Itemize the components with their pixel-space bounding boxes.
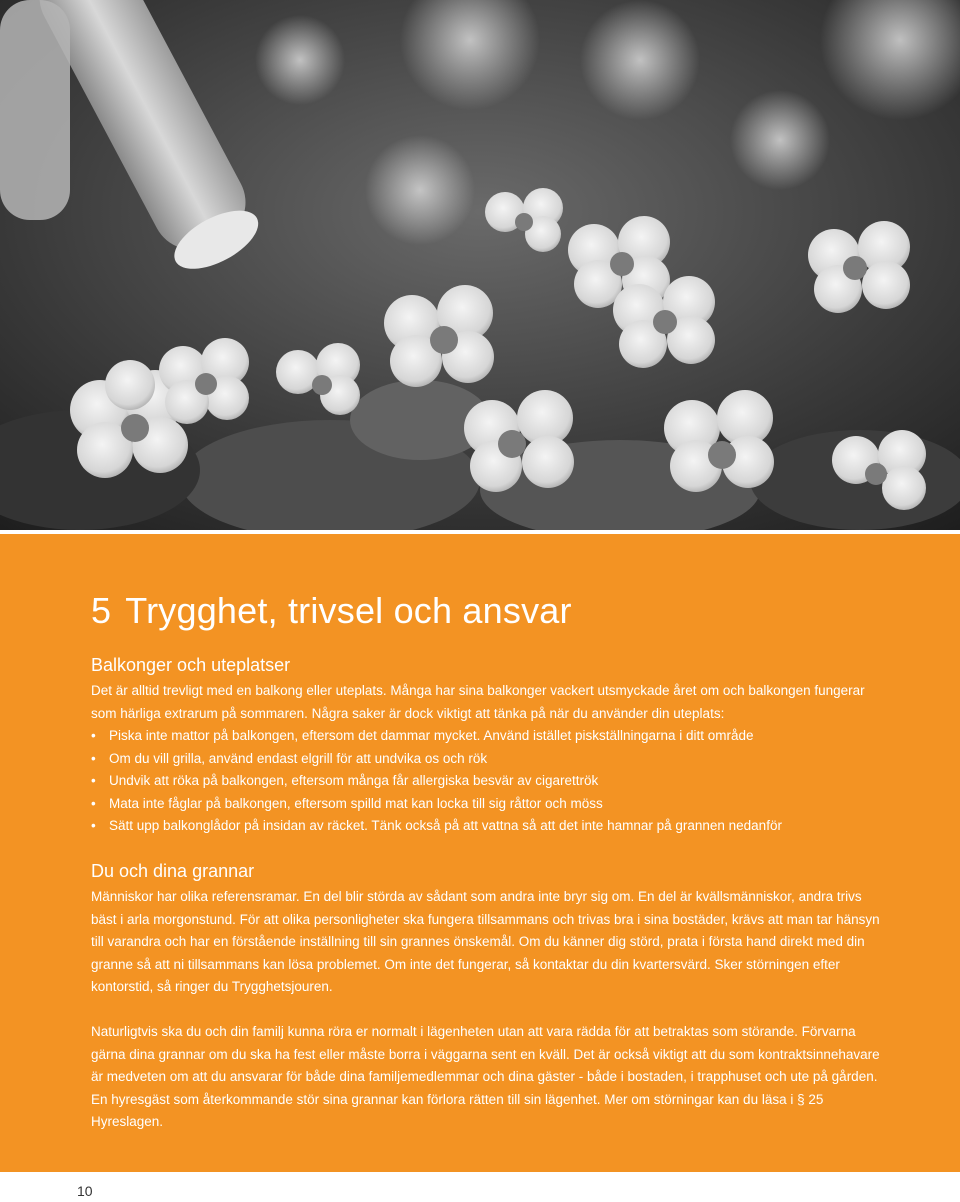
bullet-icon: • [91, 773, 96, 789]
flowers-illustration [0, 0, 960, 530]
chapter-title-text: Trygghet, trivsel och ansvar [125, 590, 572, 631]
bullet-icon: • [91, 728, 96, 743]
paragraph-grannar-1: Människor har olika referensramar. En del blir störda av sådant som andra inte bryr sig om. En del är kvällsmänniskor, andra trivs bäst i arla morgonstund. För att olika personligheter ska fungera tillsammans och trivas bra i sina bostäder, krävs att man tar hänsyn till varandra och har en förstående inställning till sin grannes önskemål. Om du känner dig störd, prata i första hand direkt med din granne så att ni tillsammans kan lösa problemet. Om inte det fungerar, så kontaktar du din kvartersvärd. Sker störningen efter kontorstid, så ringer du Trygghetsjouren. [91, 889, 880, 994]
bullet-list-balkonger [91, 725, 891, 838]
paragraph-grannar-2: Naturligtvis ska du och din familj kunna röra er normalt i lägenheten utan att vara rädda för att betraktas som störande. Förvarna gärna dina grannar om du ska ha fest eller måste borra i väggarna sent en kväll. Det är också viktigt att du som kontraktsinnehavare är medveten om att du ansvarar för både dina familjemedlemmar och dina gäster - både i bostaden, i trapphuset och ute på gården. En hyresgäst som återkommande stör sina grannar kan förlora rätten till sin lägenhet. Mer om störningar kan du läsa i § 25 Hyreslagen. [91, 1024, 880, 1129]
section-heading-grannar: Du och dina grannar [91, 861, 255, 881]
list-item [91, 725, 891, 748]
bullet-icon: • [91, 795, 96, 811]
list-item [91, 793, 891, 816]
list-item-text: Undvik att röka på balkongen, eftersom många får allergiska besvär av cigarettrök [109, 773, 599, 789]
paragraph-balkonger-intro: Det är alltid trevligt med en balkong eller uteplats. Många har sina balkonger vackert utsmyckade året om och balkongen fungerar som härliga extrarum på sommaren. Några saker är dock viktigt att tänka på när du använder din uteplats: [91, 683, 865, 721]
chapter-title [91, 590, 572, 632]
list-item [91, 770, 891, 793]
section-heading-balkonger: Balkonger och uteplatser [91, 655, 291, 675]
page-number: 10 [77, 1183, 93, 1199]
list-item [91, 748, 891, 771]
bullet-icon: • [91, 750, 96, 766]
list-item-text: Piska inte mattor på balkongen, eftersom det dammar mycket. Använd istället piskställningarna i ditt område [109, 728, 754, 743]
header-photo-flowers [0, 0, 960, 530]
bullet-icon: • [91, 818, 96, 834]
list-item [91, 815, 891, 838]
list-item-text: Om du vill grilla, använd endast elgrill för att undvika os och rök [109, 750, 488, 766]
list-item-text: Mata inte fåglar på balkongen, eftersom spilld mat kan locka till sig råttor och möss [109, 795, 603, 811]
chapter-number: 5 [91, 590, 112, 631]
list-item-text: Sätt upp balkonglådor på insidan av räcket. Tänk också på att vattna så att det inte hamnar på grannen nedanför [109, 818, 782, 834]
